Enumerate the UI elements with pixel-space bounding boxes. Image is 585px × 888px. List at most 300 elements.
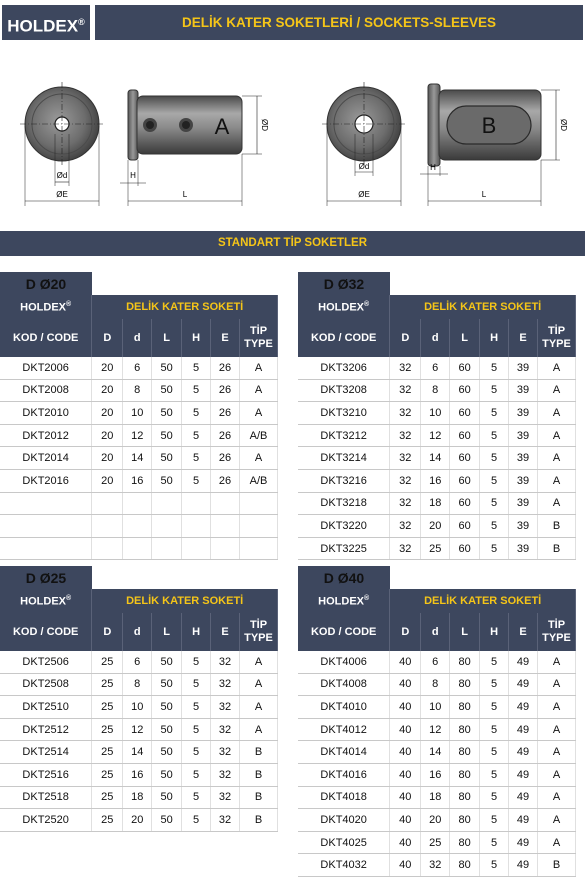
cell-code: DKT4010 — [298, 696, 390, 719]
cell-code: DKT3206 — [298, 357, 390, 379]
cell-d: 14 — [421, 447, 450, 470]
cell-type: A — [538, 763, 576, 786]
column-header-l: L — [450, 319, 480, 357]
cell-d: 25 — [92, 763, 123, 786]
cell-code: DKT2508 — [0, 673, 92, 696]
table-row — [298, 696, 576, 719]
cell-d: 16 — [421, 469, 450, 492]
cell-h: 5 — [182, 809, 211, 832]
table-row — [298, 809, 576, 832]
table-row — [298, 831, 576, 854]
column-header-tip: TİP — [547, 325, 566, 337]
cell-d: 6 — [421, 357, 450, 379]
table-row — [298, 379, 576, 402]
table-row — [298, 537, 576, 560]
cell-e: 49 — [509, 741, 538, 764]
cell-code: DKT2012 — [0, 424, 92, 447]
empty-cell — [152, 537, 182, 560]
cell-code: DKT3208 — [298, 379, 390, 402]
cell-l: 80 — [450, 651, 480, 673]
cell-l: 50 — [152, 357, 182, 379]
cell-e: 32 — [211, 763, 240, 786]
table-row — [298, 447, 576, 470]
cell-d: 8 — [421, 379, 450, 402]
cell-code: DKT4008 — [298, 673, 390, 696]
cell-h: 5 — [182, 402, 211, 425]
cell-l: 80 — [450, 718, 480, 741]
cell-d: 12 — [123, 718, 152, 741]
left-type-letter: A — [214, 114, 230, 139]
table-row — [298, 402, 576, 425]
table-row — [298, 492, 576, 515]
cell-h: 5 — [182, 741, 211, 764]
cell-e: 32 — [211, 741, 240, 764]
page-title: DELİK KATER SOKETLERİ / SOCKETS-SLEEVES — [95, 5, 583, 40]
left-dim-D: ØD — [260, 119, 269, 131]
cell-l: 50 — [152, 786, 182, 809]
column-header-type — [538, 319, 576, 357]
cell-d: 40 — [390, 673, 421, 696]
brand-mark: ® — [78, 17, 85, 27]
cell-h: 5 — [480, 673, 509, 696]
technical-drawings — [0, 46, 585, 226]
cell-l: 80 — [450, 741, 480, 764]
cell-e: 39 — [509, 469, 538, 492]
cell-type: B — [538, 515, 576, 538]
cell-h: 5 — [182, 763, 211, 786]
table-label-spacer — [92, 566, 278, 589]
cell-h: 5 — [480, 696, 509, 719]
cell-d: 20 — [92, 402, 123, 425]
cell-code: DKT4032 — [298, 854, 390, 877]
column-header-kod: KOD / CODE — [298, 613, 390, 651]
cell-h: 5 — [182, 651, 211, 673]
cell-d: 10 — [421, 402, 450, 425]
cell-l: 80 — [450, 854, 480, 877]
empty-cell — [92, 515, 123, 538]
empty-cell — [211, 537, 240, 560]
cell-d: 12 — [123, 424, 152, 447]
spec-table-1 — [0, 272, 278, 560]
cell-l: 50 — [152, 763, 182, 786]
cell-d: 14 — [123, 741, 152, 764]
cell-l: 60 — [450, 469, 480, 492]
table-brand-mark: ® — [66, 594, 72, 602]
table-row — [298, 424, 576, 447]
cell-l: 50 — [152, 402, 182, 425]
empty-row — [0, 515, 278, 538]
table-row — [0, 357, 278, 379]
cell-code: DKT2506 — [0, 651, 92, 673]
table-brand-mark: ® — [66, 300, 72, 308]
cell-code: DKT2512 — [0, 718, 92, 741]
cell-type: A/B — [240, 424, 278, 447]
spec-table-2 — [298, 272, 576, 560]
cell-h: 5 — [480, 854, 509, 877]
column-header-d: d — [123, 613, 152, 651]
table-row — [0, 786, 278, 809]
cell-h: 5 — [182, 447, 211, 470]
cell-type: A — [538, 831, 576, 854]
cell-h: 5 — [182, 469, 211, 492]
cell-d: 32 — [390, 424, 421, 447]
column-header-d: D — [390, 613, 421, 651]
cell-h: 5 — [182, 786, 211, 809]
right-side-view — [420, 84, 568, 206]
cell-d: 25 — [421, 537, 450, 560]
cell-d: 20 — [92, 447, 123, 470]
cell-code: DKT3218 — [298, 492, 390, 515]
table-row — [298, 469, 576, 492]
cell-h: 5 — [480, 447, 509, 470]
cell-l: 60 — [450, 379, 480, 402]
table-row — [298, 357, 576, 379]
table-brand-name: HOLDEX — [318, 301, 364, 314]
cell-code: DKT4012 — [298, 718, 390, 741]
cell-h: 5 — [480, 469, 509, 492]
cell-e: 49 — [509, 854, 538, 877]
column-header-d: D — [390, 319, 421, 357]
column-header-e: E — [211, 613, 240, 651]
table-title: DELİK KATER SOKETİ — [390, 589, 576, 613]
cell-l: 50 — [152, 673, 182, 696]
cell-d: 6 — [421, 651, 450, 673]
left-dim-e: ØE — [56, 190, 68, 199]
cell-type: A/B — [240, 469, 278, 492]
cell-e: 32 — [211, 718, 240, 741]
cell-e: 49 — [509, 651, 538, 673]
cell-d: 8 — [123, 673, 152, 696]
empty-cell — [0, 515, 92, 538]
cell-l: 50 — [152, 718, 182, 741]
table-row — [0, 673, 278, 696]
cell-type: A — [240, 357, 278, 379]
cell-type: B — [240, 763, 278, 786]
cell-type: A — [538, 809, 576, 832]
cell-l: 80 — [450, 809, 480, 832]
empty-cell — [152, 492, 182, 515]
cell-d: 40 — [390, 831, 421, 854]
cell-d: 25 — [92, 651, 123, 673]
column-header-type-en: TYPE — [542, 632, 571, 644]
column-header-type-en: TYPE — [244, 338, 273, 350]
right-dim-d: Ød — [358, 162, 370, 171]
cell-h: 5 — [480, 763, 509, 786]
cell-type: A — [538, 379, 576, 402]
cell-e: 39 — [509, 424, 538, 447]
cell-e: 49 — [509, 696, 538, 719]
cell-l: 50 — [152, 741, 182, 764]
cell-l: 80 — [450, 696, 480, 719]
cell-e: 49 — [509, 718, 538, 741]
column-header-kod: KOD / CODE — [0, 613, 92, 651]
column-header-tip: TİP — [547, 619, 566, 631]
cell-h: 5 — [480, 718, 509, 741]
empty-cell — [92, 537, 123, 560]
cell-d: 20 — [92, 379, 123, 402]
cell-h: 5 — [182, 379, 211, 402]
column-header-d: d — [421, 319, 450, 357]
table-title: DELİK KATER SOKETİ — [92, 589, 278, 613]
table-label-spacer — [390, 566, 576, 589]
table-brand — [0, 295, 92, 319]
empty-cell — [123, 515, 152, 538]
cell-d: 25 — [92, 809, 123, 832]
cell-d: 40 — [390, 786, 421, 809]
cell-l: 50 — [152, 696, 182, 719]
cell-d: 32 — [390, 357, 421, 379]
cell-code: DKT2518 — [0, 786, 92, 809]
right-front-view — [322, 82, 406, 206]
cell-code: DKT3212 — [298, 424, 390, 447]
cell-d: 20 — [421, 809, 450, 832]
cell-code: DKT4006 — [298, 651, 390, 673]
cell-d: 25 — [92, 718, 123, 741]
column-header-d: D — [92, 613, 123, 651]
cell-h: 5 — [480, 786, 509, 809]
column-header-kod: KOD / CODE — [0, 319, 92, 357]
cell-type: A — [538, 424, 576, 447]
table-row — [298, 673, 576, 696]
cell-d: 25 — [421, 831, 450, 854]
cell-e: 26 — [211, 357, 240, 379]
empty-cell — [123, 537, 152, 560]
table-diameter-label: D Ø32 — [298, 272, 390, 295]
empty-cell — [152, 515, 182, 538]
cell-d: 12 — [421, 718, 450, 741]
cell-e: 49 — [509, 831, 538, 854]
cell-code: DKT4025 — [298, 831, 390, 854]
cell-l: 80 — [450, 786, 480, 809]
cell-type: B — [240, 809, 278, 832]
cell-l: 50 — [152, 809, 182, 832]
right-dim-e: ØE — [358, 190, 370, 199]
cell-code: DKT3225 — [298, 537, 390, 560]
cell-e: 26 — [211, 469, 240, 492]
cell-h: 5 — [480, 831, 509, 854]
cell-d: 10 — [123, 402, 152, 425]
cell-code: DKT4014 — [298, 741, 390, 764]
cell-l: 60 — [450, 402, 480, 425]
empty-cell — [92, 492, 123, 515]
cell-code: DKT2516 — [0, 763, 92, 786]
cell-h: 5 — [480, 537, 509, 560]
table-row — [0, 809, 278, 832]
column-header-l: L — [152, 613, 182, 651]
table-label-spacer — [390, 272, 576, 295]
left-side-view — [120, 90, 269, 206]
cell-d: 40 — [390, 718, 421, 741]
cell-h: 5 — [480, 424, 509, 447]
table-row — [298, 651, 576, 673]
cell-type: A — [240, 379, 278, 402]
cell-d: 6 — [123, 357, 152, 379]
table-brand-mark: ® — [364, 594, 370, 602]
cell-code: DKT2006 — [0, 357, 92, 379]
spec-table-3 — [0, 566, 278, 832]
table-row — [0, 379, 278, 402]
cell-d: 12 — [421, 424, 450, 447]
cell-l: 60 — [450, 537, 480, 560]
cell-e: 39 — [509, 379, 538, 402]
empty-row — [0, 537, 278, 560]
empty-cell — [182, 537, 211, 560]
cell-type: A — [240, 696, 278, 719]
table-row — [298, 515, 576, 538]
column-header-h: H — [480, 613, 509, 651]
empty-cell — [240, 492, 278, 515]
cell-e: 26 — [211, 379, 240, 402]
right-dim-H: H — [430, 163, 436, 172]
cell-h: 5 — [182, 696, 211, 719]
cell-d: 16 — [123, 763, 152, 786]
cell-h: 5 — [480, 492, 509, 515]
cell-d: 32 — [390, 402, 421, 425]
cell-e: 39 — [509, 537, 538, 560]
cell-e: 26 — [211, 424, 240, 447]
cell-d: 16 — [123, 469, 152, 492]
cell-l: 80 — [450, 831, 480, 854]
empty-cell — [182, 492, 211, 515]
cell-code: DKT4018 — [298, 786, 390, 809]
table-row — [0, 424, 278, 447]
table-row — [0, 402, 278, 425]
cell-d: 40 — [390, 741, 421, 764]
column-header-type-en: TYPE — [542, 338, 571, 350]
cell-d: 32 — [390, 469, 421, 492]
cell-d: 14 — [421, 741, 450, 764]
cell-type: A — [538, 402, 576, 425]
cell-h: 5 — [182, 424, 211, 447]
cell-type: B — [240, 786, 278, 809]
cell-type: A — [240, 402, 278, 425]
cell-h: 5 — [480, 357, 509, 379]
cell-d: 8 — [421, 673, 450, 696]
table-diameter-label: D Ø20 — [0, 272, 92, 295]
cell-e: 32 — [211, 696, 240, 719]
cell-e: 39 — [509, 492, 538, 515]
cell-type: A — [240, 651, 278, 673]
spec-table-4 — [298, 566, 576, 877]
cell-e: 32 — [211, 673, 240, 696]
left-dim-L: L — [182, 190, 188, 199]
cell-d: 8 — [123, 379, 152, 402]
cell-d: 25 — [92, 786, 123, 809]
cell-l: 50 — [152, 447, 182, 470]
cell-l: 60 — [450, 424, 480, 447]
cell-e: 32 — [211, 786, 240, 809]
cell-code: DKT3214 — [298, 447, 390, 470]
cell-code: DKT2016 — [0, 469, 92, 492]
cell-e: 39 — [509, 515, 538, 538]
cell-l: 60 — [450, 357, 480, 379]
cell-e: 49 — [509, 809, 538, 832]
table-row — [0, 741, 278, 764]
table-row — [298, 786, 576, 809]
column-header-d: D — [92, 319, 123, 357]
cell-d: 18 — [421, 492, 450, 515]
cell-d: 32 — [421, 854, 450, 877]
cell-type: B — [538, 854, 576, 877]
empty-cell — [240, 537, 278, 560]
column-header-l: L — [450, 613, 480, 651]
cell-d: 20 — [92, 469, 123, 492]
cell-type: A — [538, 718, 576, 741]
cell-h: 5 — [480, 402, 509, 425]
cell-d: 20 — [92, 357, 123, 379]
column-header-h: H — [182, 319, 211, 357]
cell-d: 32 — [390, 492, 421, 515]
empty-cell — [0, 492, 92, 515]
cell-l: 50 — [152, 424, 182, 447]
column-header-h: H — [182, 613, 211, 651]
cell-l: 50 — [152, 379, 182, 402]
table-row — [0, 763, 278, 786]
cell-d: 10 — [421, 696, 450, 719]
cell-code: DKT2520 — [0, 809, 92, 832]
cell-type: A — [538, 786, 576, 809]
cell-h: 5 — [182, 718, 211, 741]
cell-h: 5 — [480, 651, 509, 673]
cell-type: A — [240, 718, 278, 741]
column-header-type-en: TYPE — [244, 632, 273, 644]
table-brand — [0, 589, 92, 613]
column-header-type — [240, 613, 278, 651]
cell-d: 40 — [390, 854, 421, 877]
cell-code: DKT3220 — [298, 515, 390, 538]
cell-code: DKT2014 — [0, 447, 92, 470]
table-row — [0, 469, 278, 492]
cell-type: A — [538, 673, 576, 696]
cell-type: B — [240, 741, 278, 764]
cell-l: 50 — [152, 651, 182, 673]
cell-code: DKT4020 — [298, 809, 390, 832]
cell-l: 60 — [450, 515, 480, 538]
table-brand — [298, 295, 390, 319]
cell-type: A — [538, 469, 576, 492]
empty-row — [0, 492, 278, 515]
table-row — [298, 763, 576, 786]
left-dim-H: H — [130, 171, 136, 180]
cell-d: 25 — [92, 696, 123, 719]
cell-type: A — [538, 447, 576, 470]
cell-h: 5 — [480, 809, 509, 832]
cell-h: 5 — [480, 741, 509, 764]
column-header-d: d — [123, 319, 152, 357]
cell-type: A — [538, 651, 576, 673]
cell-d: 32 — [390, 515, 421, 538]
table-row — [0, 718, 278, 741]
table-row — [298, 854, 576, 877]
cell-type: B — [538, 537, 576, 560]
cell-d: 40 — [390, 763, 421, 786]
cell-code: DKT2010 — [0, 402, 92, 425]
cell-code: DKT3210 — [298, 402, 390, 425]
table-row — [298, 718, 576, 741]
cell-code: DKT2510 — [0, 696, 92, 719]
cell-code: DKT2008 — [0, 379, 92, 402]
cell-type: A — [538, 741, 576, 764]
table-brand-mark: ® — [364, 300, 370, 308]
cell-h: 5 — [480, 379, 509, 402]
table-brand-name: HOLDEX — [20, 301, 66, 314]
cell-code: DKT2514 — [0, 741, 92, 764]
cell-d: 20 — [421, 515, 450, 538]
cell-d: 40 — [390, 696, 421, 719]
cell-d: 40 — [390, 651, 421, 673]
right-dim-D: ØD — [559, 119, 568, 131]
table-row — [0, 696, 278, 719]
